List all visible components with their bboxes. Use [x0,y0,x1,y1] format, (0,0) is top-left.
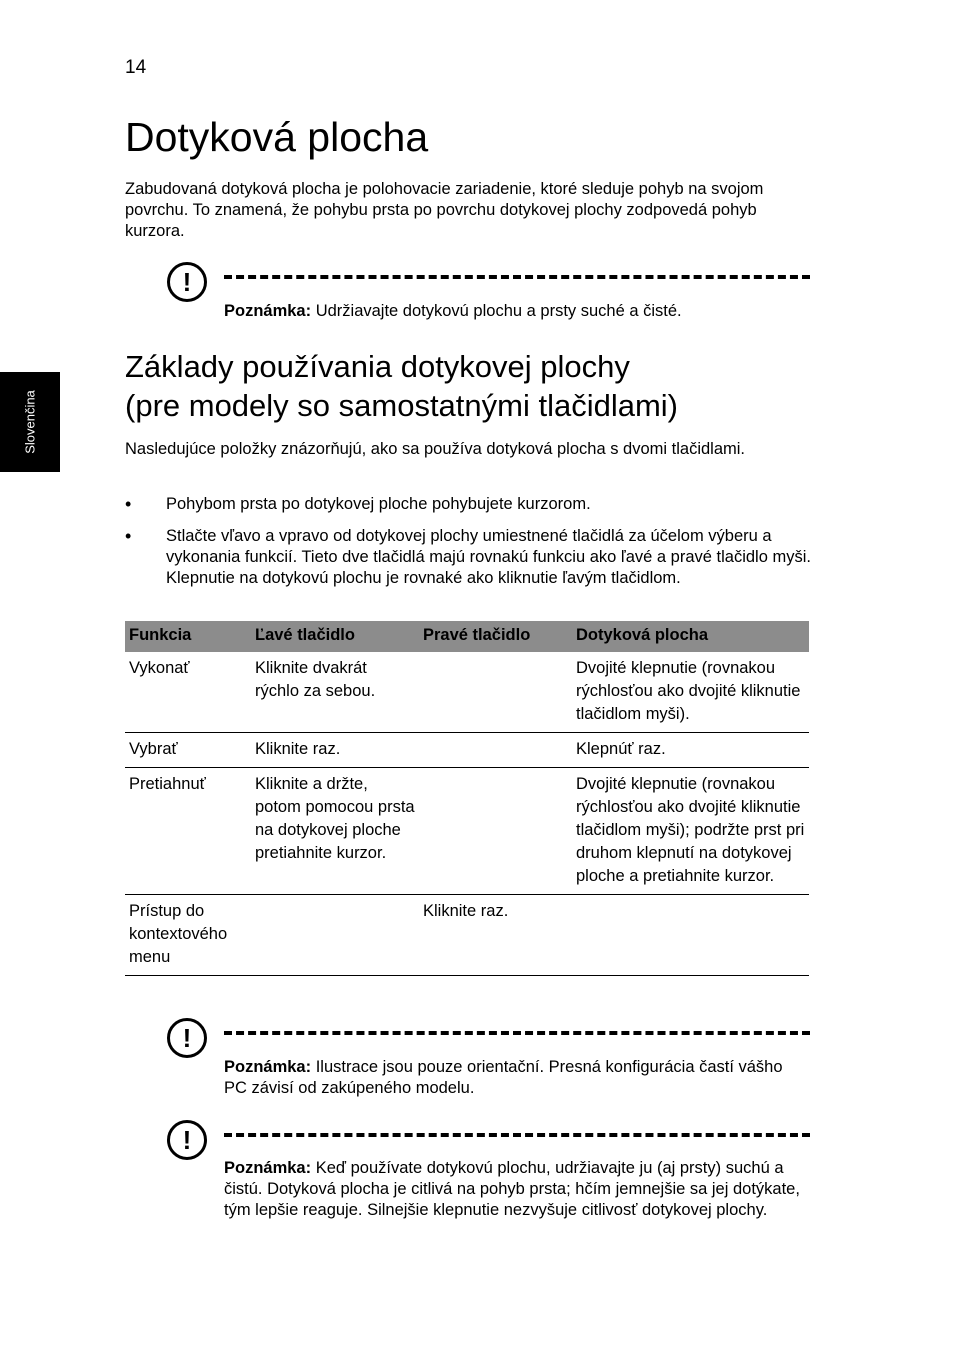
section-intro: Nasledujúce položky znázorňujú, ako sa používa dotyková plocha s dvomi tlačidlami. [125,440,745,458]
note-1-text: Udržiavajte dotykovú plochu a prsty suché a čisté. [311,302,682,320]
language-side-tab [0,372,60,472]
section-title-line-2: (pre modely so samostatnými tlačidlami) [125,388,679,423]
page-number: 14 [125,57,147,78]
note-divider [224,275,810,279]
table-cell: Kliknite a držte, potom pomocou prsta na dotykovej ploche pretiahnite kurzor. [251,768,419,895]
language-side-tab-label: Slovenčina [22,390,38,454]
note-2-text: Ilustrace jsou pouze orientační. Presná konfigurácia častí vášho PC závisí od zakúpeného modelu. [224,1058,783,1097]
table-cell: Dvojité klepnutie (rovnakou rýchlosťou ako dvojité kliknutie tlačidlom myši); podržte prst pri druhom klepnutí na dotykovej ploche a pretiahnite kurzor. [572,768,809,895]
bullet-icon: • [125,494,132,514]
section-title [125,347,678,425]
table-cell [419,768,572,895]
exclamation-circle-icon: ! [167,262,207,302]
bullet-icon: • [125,526,132,546]
column-header: Pravé tlačidlo [419,621,572,652]
table-header-row [125,621,809,652]
table-cell: Kliknite raz. [419,895,572,976]
table-cell: Dvojité klepnutie (rovnakou rýchlosťou ako dvojité kliknutie tlačidlom myši). [572,652,809,733]
exclamation-circle-icon: ! [167,1018,207,1058]
note-3-text: Keď používate dotykovú plochu, udržiavajte ju (aj prsty) suchú a čistú. Dotyková plocha je citlivá na pohyb prsta; hčím jemnejšie sa jej dotýkate, tým lepšie reaguje. Silnejšie klepnutie nezvyšuje citlivosť dotykovej plochy. [224,1159,800,1219]
table-row [125,768,809,895]
exclamation-circle-icon: ! [167,1120,207,1160]
table-row [125,733,809,768]
list-item-text: Stlačte vľavo a vpravo od dotykovej plochy umiestnené tlačidlá za účelom výberu a vykonania funkcií. Tieto dve tlačidlá majú rovnakú funkciu ako ľavé a pravé tlačidlo myši. Klepnutie na dotykovú plochu je rovnaké ako kliknutie ľavým tlačidlom. [166,527,811,587]
function-table [125,621,809,976]
table-cell: Pretiahnuť [125,768,251,895]
table-cell: Klepnúť raz. [572,733,809,768]
note-3 [224,1158,809,1221]
table-row [125,652,809,733]
page-title: Dotyková plocha [125,114,429,160]
intro-paragraph: Zabudovaná dotyková plocha je polohovacie zariadenie, ktoré sleduje pohyb na svojom povrchu. To znamená, že pohybu prsta po povrchu dotykovej plochy zodpovedá pohyb kurzora. [125,180,764,240]
table-cell: Vykonať [125,652,251,733]
section-title-line-1: Základy používania dotykovej plochy [125,349,630,384]
note-2 [224,1057,809,1099]
table-cell: Kliknite dvakrát rýchlo za sebou. [251,652,419,733]
note-divider [224,1133,810,1137]
column-header: Ľavé tlačidlo [251,621,419,652]
table-cell: Kliknite raz. [251,733,419,768]
column-header: Dotyková plocha [572,621,809,652]
note-2-label: Poznámka: [224,1058,312,1076]
note-3-label: Poznámka: [224,1159,312,1177]
list-item-text: Pohybom prsta po dotykovej ploche pohybujete kurzorom. [166,495,591,513]
note-divider [224,1031,810,1035]
table-cell [251,895,419,976]
column-header: Funkcia [125,621,251,652]
table-cell [419,733,572,768]
table-cell: Vybrať [125,733,251,768]
note-1 [224,301,809,322]
table-row [125,895,809,976]
table-cell [419,652,572,733]
table-cell: Prístup do kontextového menu [125,895,251,976]
note-1-label: Poznámka: [224,302,312,320]
table-cell [572,895,809,976]
